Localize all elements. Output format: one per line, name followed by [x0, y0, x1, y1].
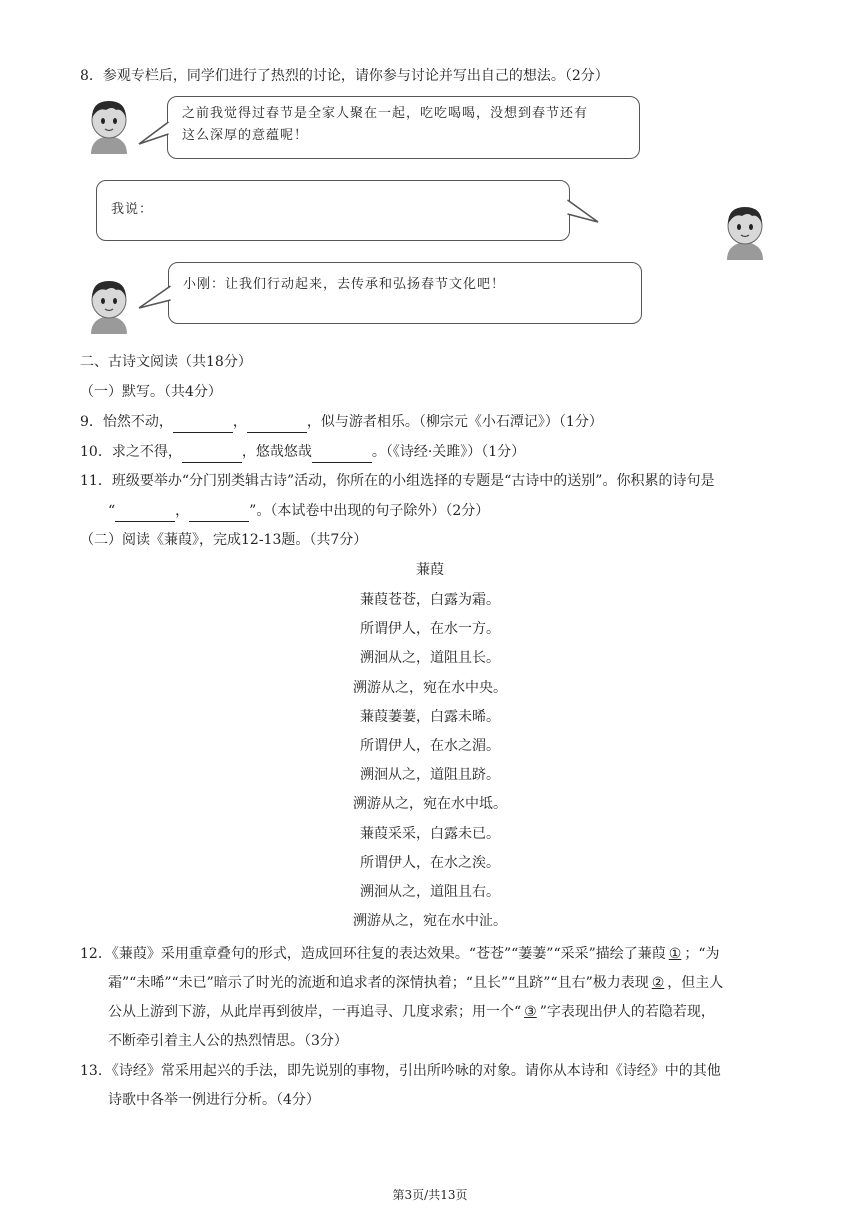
- part-1-title: （一）默写。（共4分）: [80, 384, 222, 400]
- question-12-line-2: 霜”“未晞”“未已”暗示了时光的流逝和追求者的深情执着；“且长”“且跻”“且右”极力表现 ② ，但主人: [108, 975, 724, 991]
- student-avatar-icon: [86, 98, 132, 154]
- bubble-1-tail: [138, 120, 170, 150]
- poem-line: 所谓伊人，在水之涘。: [360, 854, 500, 871]
- bubble-1-line-2: 这么深厚的意蕴呢！: [182, 128, 309, 143]
- answer-blank[interactable]: [189, 501, 249, 522]
- speech-bubble-1: [167, 96, 640, 159]
- xiaogang-avatar-icon: [86, 278, 132, 334]
- poem-line: 溯洄从之，道阻且右。: [360, 884, 500, 900]
- question-11-line-1: 11．班级要举办“分门别类辑古诗”活动，你所在的小组选择的专题是“古诗中的送别”。你积累的诗句是: [80, 473, 715, 489]
- student-avatar-right-icon: [722, 204, 768, 260]
- bubble-2-tail: [566, 198, 600, 228]
- poem-line: 蒹葭苍苍，白露为霜。: [360, 592, 500, 608]
- answer-blank[interactable]: [182, 442, 242, 463]
- question-12-line-4: 不断牵引着主人公的热烈情思。（3分）: [108, 1033, 348, 1049]
- my-answer-label: 我说：: [111, 202, 154, 217]
- poem-line: 所谓伊人，在水一方。: [360, 621, 500, 638]
- answer-blank[interactable]: [312, 442, 372, 463]
- page-number: 第3页/共13页: [392, 1188, 468, 1202]
- question-10: 10．求之不得， ，悠哉悠哉 。（《诗经·关雎》）（1分）: [80, 442, 525, 463]
- poem-line: 蒹葭萋萋，白露未晞。: [360, 708, 500, 725]
- poem-line: 溯洄从之，道阻且跻。: [360, 767, 500, 784]
- answer-blank[interactable]: [173, 412, 233, 433]
- question-9: 9．怡然不动， ， ，似与游者相乐。（柳宗元《小石潭记》）（1分）: [80, 412, 603, 433]
- question-12-line-1: 12．《蒹葭》采用重章叠句的形式，造成回环往复的表达效果。“苍苍”“萋萋”“采采”描绘了蒹葭 ① ；“为: [80, 946, 720, 962]
- speech-bubble-2: [96, 180, 570, 241]
- xiaogang-speech: 小刚：让我们行动起来，去传承和弘扬春节文化吧！: [183, 277, 506, 292]
- poem-line: 溯洄从之，道阻且长。: [360, 650, 500, 667]
- answer-slot-1[interactable]: ①: [668, 946, 682, 962]
- answer-blank[interactable]: [115, 501, 175, 522]
- question-11-line-2: “ ， ”。（本试卷中出现的句子除外）（2分）: [108, 501, 489, 522]
- answer-slot-2[interactable]: ②: [651, 975, 665, 991]
- question-13-line-2: 诗歌中各举一例进行分析。（4分）: [108, 1092, 320, 1108]
- q8-prompt: 8．参观专栏后，同学们进行了热烈的讨论，请你参与讨论并写出自己的想法。（2分）: [80, 68, 609, 84]
- question-12-line-3: 公从上游到下游，从此岸再到彼岸，一再追寻、几度求索；用一个“ ③ ”字表现出伊人的若隐若现，: [108, 1004, 715, 1020]
- bubble-3-tail: [138, 282, 172, 314]
- section-2-title: 二、古诗文阅读（共18分）: [80, 354, 252, 370]
- speech-bubble-3: [168, 262, 642, 324]
- poem-line: 所谓伊人，在水之湄。: [360, 738, 500, 754]
- poem-title: 蒹葭: [416, 562, 444, 578]
- poem-line: 溯游从之，宛在水中央。: [353, 679, 507, 696]
- poem-line: 溯游从之，宛在水中沚。: [353, 913, 507, 930]
- bubble-1-line-1: 之前我觉得过春节是全家人聚在一起，吃吃喝喝，没想到春节还有: [182, 106, 589, 121]
- answer-blank[interactable]: [247, 412, 307, 433]
- answer-slot-3[interactable]: ③: [524, 1004, 537, 1020]
- poem-line: 蒹葭采采，白露未已。: [360, 825, 500, 842]
- part-2-title: （二）阅读《蒹葭》，完成12-13题。（共7分）: [80, 532, 368, 548]
- question-13-line-1: 13．《诗经》常采用起兴的手法，即先说别的事物，引出所吟咏的对象。请你从本诗和《诗经》中的其他: [80, 1063, 721, 1079]
- poem-line: 溯游从之，宛在水中坻。: [353, 796, 507, 813]
